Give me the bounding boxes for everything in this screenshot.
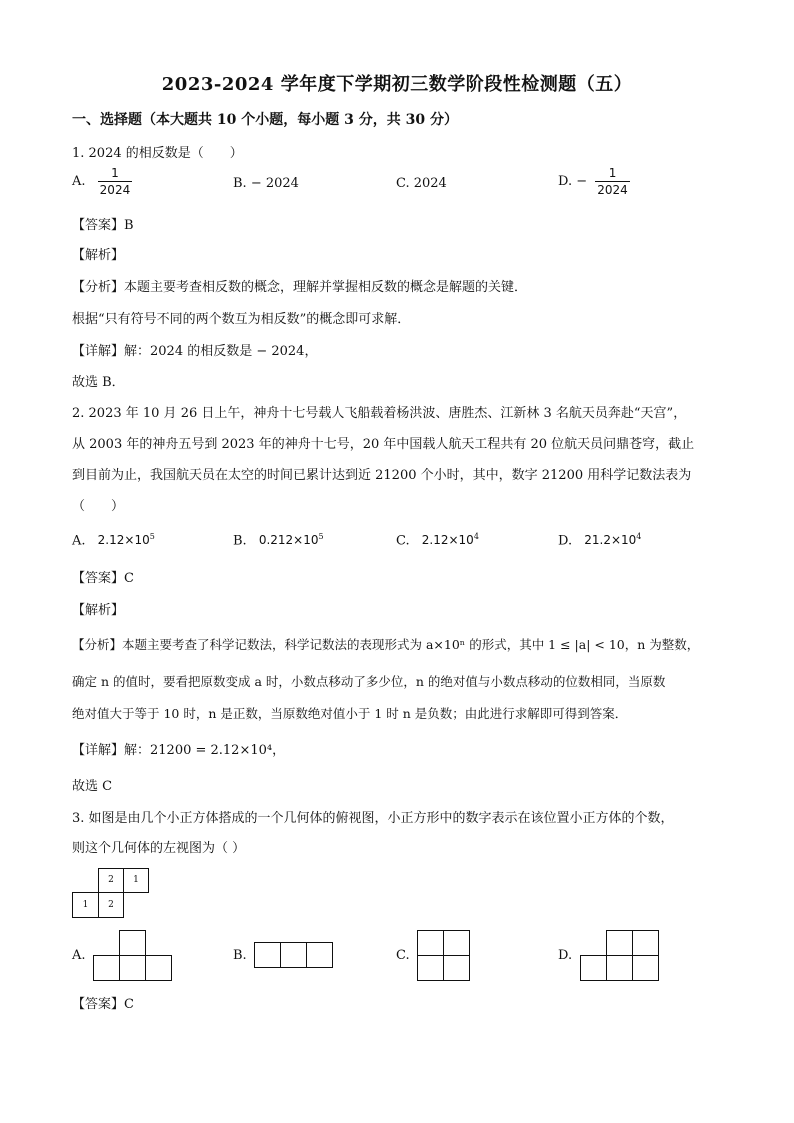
q3-option-b-label: B. (233, 948, 247, 963)
q1-analysis-2: 根据“只有符号不同的两个数互为相反数”的概念即可求解． (72, 312, 411, 327)
q2-option-b (233, 532, 324, 548)
view-square (443, 955, 470, 981)
q2-option-b-label: B. (233, 533, 247, 549)
view-square (254, 942, 281, 968)
q3-option-a-label: A. (72, 948, 86, 963)
q2-answer: 【答案】C (72, 571, 134, 586)
q1-conclusion: 故选 B． (72, 375, 125, 390)
q2-option-a-exponent: 5 (149, 532, 155, 541)
view-square (119, 955, 146, 981)
fraction-denominator: 2024 (99, 183, 131, 197)
q1-option-d-label: D. − (558, 174, 588, 189)
q1-option-b: B. − 2024 (233, 176, 299, 191)
fraction-denominator: 2024 (597, 183, 628, 197)
q2-option-c-value: 2.12×10 (421, 533, 474, 548)
q2-option-b-value: 0.212×10 (258, 533, 319, 548)
top-view-cell: 1 (123, 868, 149, 893)
page-title: 2023-2024 学年度下学期初三数学阶段性检测题（五） (161, 74, 633, 95)
top-view-cell: 2 (98, 868, 124, 893)
q2-jiexi: 【解析】 (72, 603, 125, 618)
q1-option-d-fraction (595, 166, 630, 197)
q2-option-a (72, 532, 155, 548)
q2-analysis-1: 【分析】本题主要考查了科学记数法，科学记数法的表现形式为 a×10ⁿ 的形式，其中 1 ≤ |a| < 10，n 为整数， (72, 637, 700, 652)
q2-detail: 【详解】解：21200 = 2.12×10⁴， (72, 743, 286, 758)
q1-stem: 1. 2024 的相反数是（ ） (72, 146, 243, 161)
q2-stem-line-4: （ ） (72, 499, 125, 514)
q2-analysis-2: 确定 n 的值时，要看把原数变成 a 时，小数点移动了多少位，n 的绝对值与小数点移动的位数相同，当原数 (72, 674, 666, 689)
view-square (306, 942, 333, 968)
q1-analysis: 【分析】本题主要考查相反数的概念，理解并掌握相反数的概念是解题的关键． (72, 280, 528, 295)
q2-option-a-value: 2.12×10 (97, 533, 150, 548)
q2-stem-line-1: 2. 2023 年 10 月 26 日上午，神舟十七号载人飞船载着杨洪波、唐胜杰、江新林 3 名航天员奔赴“天宫”， (72, 406, 687, 421)
q2-option-d-label: D. (558, 533, 573, 549)
q2-option-d-value: 21.2×10 (584, 533, 637, 548)
view-square (632, 930, 659, 956)
section-heading: 一、选择题（本大题共 10 个小题，每小题 3 分，共 30 分） (72, 112, 458, 128)
q2-option-a-label: A. (72, 533, 86, 549)
view-square (417, 930, 444, 956)
q2-option-d-exponent: 4 (636, 532, 642, 541)
q2-option-c-label: C. (396, 533, 410, 549)
view-square (632, 955, 659, 981)
q3-stem-line-2: 则这个几何体的左视图为（ ） (72, 841, 246, 856)
view-square (145, 955, 172, 981)
q1-detail: 【详解】解：2024 的相反数是 − 2024， (72, 344, 318, 359)
view-square (606, 930, 633, 956)
view-square (580, 955, 607, 981)
q2-option-b-exponent: 5 (318, 532, 324, 541)
q3-option-d-label: D. (558, 948, 573, 963)
q3-answer: 【答案】C (72, 997, 134, 1012)
q2-option-c (396, 532, 479, 548)
q1-option-a-label: A. (72, 174, 86, 189)
view-square (119, 930, 146, 956)
q2-option-c-exponent: 4 (473, 532, 479, 541)
q2-stem-line-2: 从 2003 年的神舟五号到 2023 年的神舟十七号，20 年中国载人航天工程共有 20 位航天员问鼎苍穹，截止 (72, 437, 695, 452)
q2-conclusion: 故选 C (72, 779, 113, 794)
q1-option-a (72, 166, 132, 197)
top-view-cell: 1 (72, 892, 99, 918)
q3-stem-line-1: 3. 如图是由几个小正方体搭成的一个几何体的俯视图，小正方形中的数字表示在该位置小正方体的个数， (72, 811, 674, 826)
q1-jiexi: 【解析】 (72, 248, 125, 263)
q1-option-c: C. 2024 (396, 176, 447, 191)
q2-stem-line-3: 到目前为止，我国航天员在太空的时间已累计达到近 21200 个小时，其中，数字 21200 用科学记数法表为 (72, 468, 692, 483)
q1-answer: 【答案】B (72, 218, 134, 233)
view-square (280, 942, 307, 968)
fraction-numerator: 1 (608, 166, 617, 180)
q1-option-d (558, 166, 630, 197)
view-square (93, 955, 120, 981)
q2-analysis-3: 绝对值大于等于 10 时，n 是正数，当原数绝对值小于 1 时 n 是负数；由此进行求解即可得到答案． (72, 706, 628, 721)
top-view-cell: 2 (98, 892, 124, 918)
view-square (443, 930, 470, 956)
view-square (606, 955, 633, 981)
q3-option-c-label: C. (396, 948, 410, 963)
q1-option-a-fraction (98, 166, 133, 197)
q2-option-d (558, 532, 641, 548)
view-square (417, 955, 444, 981)
fraction-numerator: 1 (111, 166, 119, 180)
